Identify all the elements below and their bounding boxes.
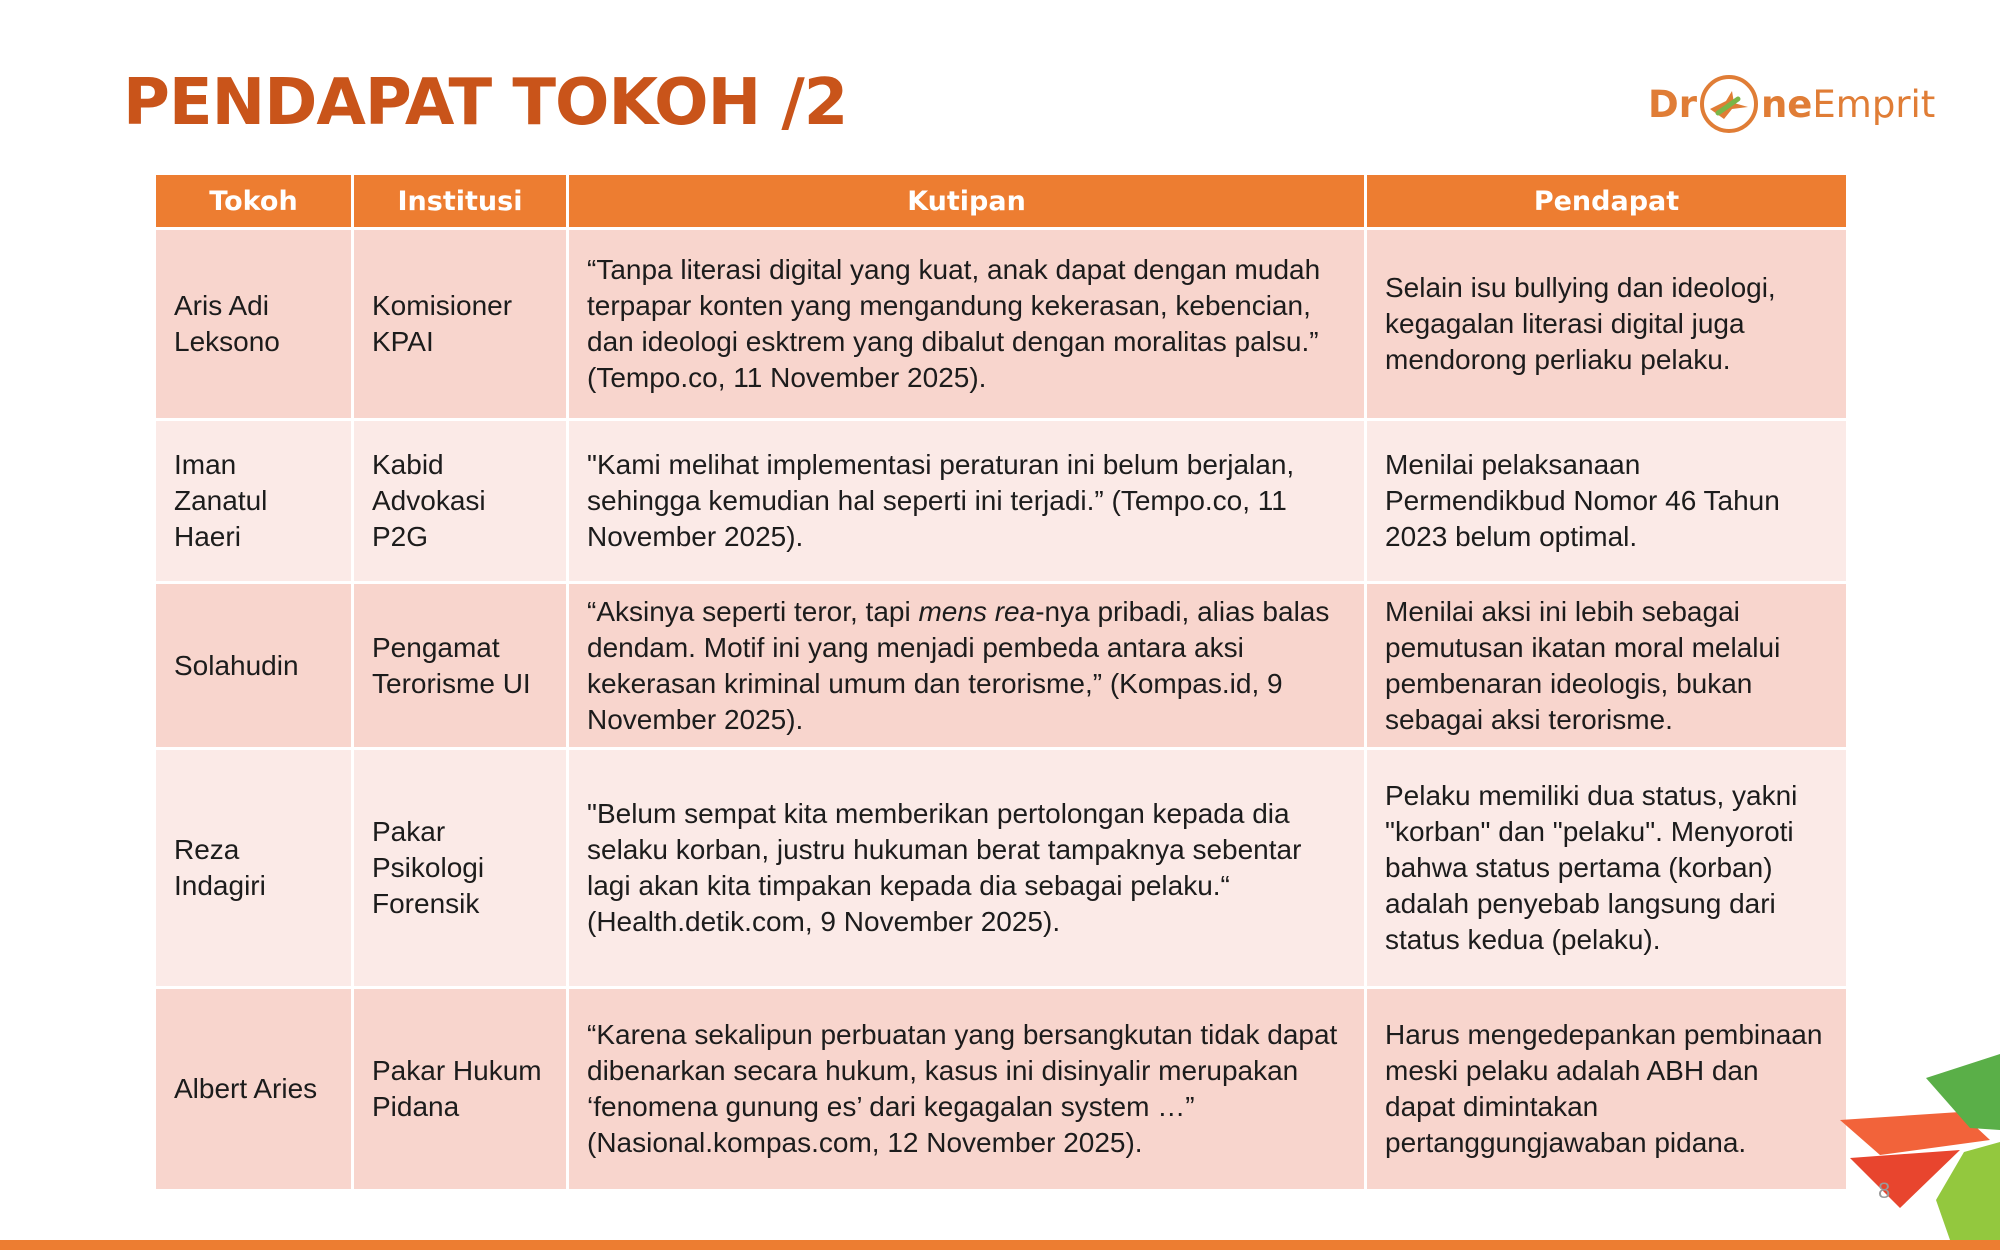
header-institusi: Institusi: [354, 175, 566, 227]
opinion-table: [156, 175, 1840, 1192]
header-kutipan: Kutipan: [569, 175, 1364, 227]
kutipan-italic-term: mens rea: [918, 595, 1036, 627]
table-row: [156, 584, 1846, 747]
header-pendapat: Pendapat: [1367, 175, 1846, 227]
logo-text-bold: ne: [1760, 82, 1813, 126]
table-row: [156, 421, 1846, 581]
cell-tokoh: Aris Adi Leksono: [156, 230, 351, 418]
table-row: [156, 989, 1846, 1189]
cell-kutipan: "Belum sempat kita memberikan pertolongan kepada dia selaku korban, justru hukuman berat tampaknya sebentar lagi akan kita timpakan kepada dia sebagai pelaku.“ (Health.detik.com, 9 November 2025).: [569, 750, 1364, 986]
table-header-row: [156, 175, 1846, 227]
drone-emprit-logo: [1648, 72, 1935, 136]
table-row: [156, 230, 1846, 418]
cell-pendapat: Menilai aksi ini lebih sebagai pemutusan ikatan moral melalui pembenaran ideologis, bukan sebagai aksi terorisme.: [1367, 584, 1846, 747]
cell-pendapat: Harus mengedepankan pembinaan meski pelaku adalah ABH dan dapat dimintakan pertanggungjawaban pidana.: [1367, 989, 1846, 1189]
header-tokoh: Tokoh: [156, 175, 351, 227]
page-number: 8: [1878, 1178, 1891, 1203]
cell-tokoh: Iman Zanatul Haeri: [156, 421, 351, 581]
drone-bird-icon: [1698, 73, 1760, 135]
cell-tokoh: Solahudin: [156, 584, 351, 747]
logo-text-suffix: Emprit: [1812, 82, 1936, 126]
cell-pendapat: Pelaku memiliki dua status, yakni "korban" dan "pelaku". Menyoroti bahwa status pertama (korban) adalah penyebab langsung dari status kedua (pelaku).: [1367, 750, 1846, 986]
cell-kutipan: “Karena sekalipun perbuatan yang bersangkutan tidak dapat dibenarkan secara hukum, kasus ini disinyalir merupakan ‘fenomena gunung es’ dari kegagalan system …” (Nasional.kompas.com, 12 November 2025).: [569, 989, 1364, 1189]
slide-title: PENDAPAT TOKOH /2: [123, 66, 848, 140]
decorative-leaf-shape: [1840, 1040, 2000, 1240]
cell-pendapat: Selain isu bullying dan ideologi, kegagalan literasi digital juga mendorong perliaku pelaku.: [1367, 230, 1846, 418]
cell-kutipan: [569, 584, 1364, 747]
kutipan-text: “Aksinya seperti teror, tapi: [587, 595, 919, 627]
cell-tokoh: Reza Indagiri: [156, 750, 351, 986]
cell-institusi: Pakar Psikologi Forensik: [354, 750, 566, 986]
cell-kutipan: "Kami melihat implementasi peraturan ini belum berjalan, sehingga kemudian hal seperti ini terjadi.” (Tempo.co, 11 November 2025).: [569, 421, 1364, 581]
kutipan-text: -nya pribadi, alias balas dendam. Motif ini yang menjadi pembeda antara aksi kekerasan kriminal umum dan terorisme,” (Kompas.id, 9 November 2025).: [587, 595, 1330, 735]
cell-institusi: Pakar Hukum Pidana: [354, 989, 566, 1189]
cell-tokoh: Albert Aries: [156, 989, 351, 1189]
cell-institusi: Pengamat Terorisme UI: [354, 584, 566, 747]
cell-kutipan: “Tanpa literasi digital yang kuat, anak dapat dengan mudah terpapar konten yang mengandung kekerasan, kebencian, dan ideologi esktrem yang dibalut dengan moralitas palsu.” (Tempo.co, 11 November 2025).: [569, 230, 1364, 418]
table-row: [156, 750, 1846, 986]
cell-institusi: Komisioner KPAI: [354, 230, 566, 418]
logo-text-prefix: Dr: [1648, 82, 1697, 126]
bottom-accent-bar: [0, 1240, 2000, 1250]
cell-pendapat: Menilai pelaksanaan Permendikbud Nomor 46 Tahun 2023 belum optimal.: [1367, 421, 1846, 581]
cell-institusi: Kabid Advokasi P2G: [354, 421, 566, 581]
